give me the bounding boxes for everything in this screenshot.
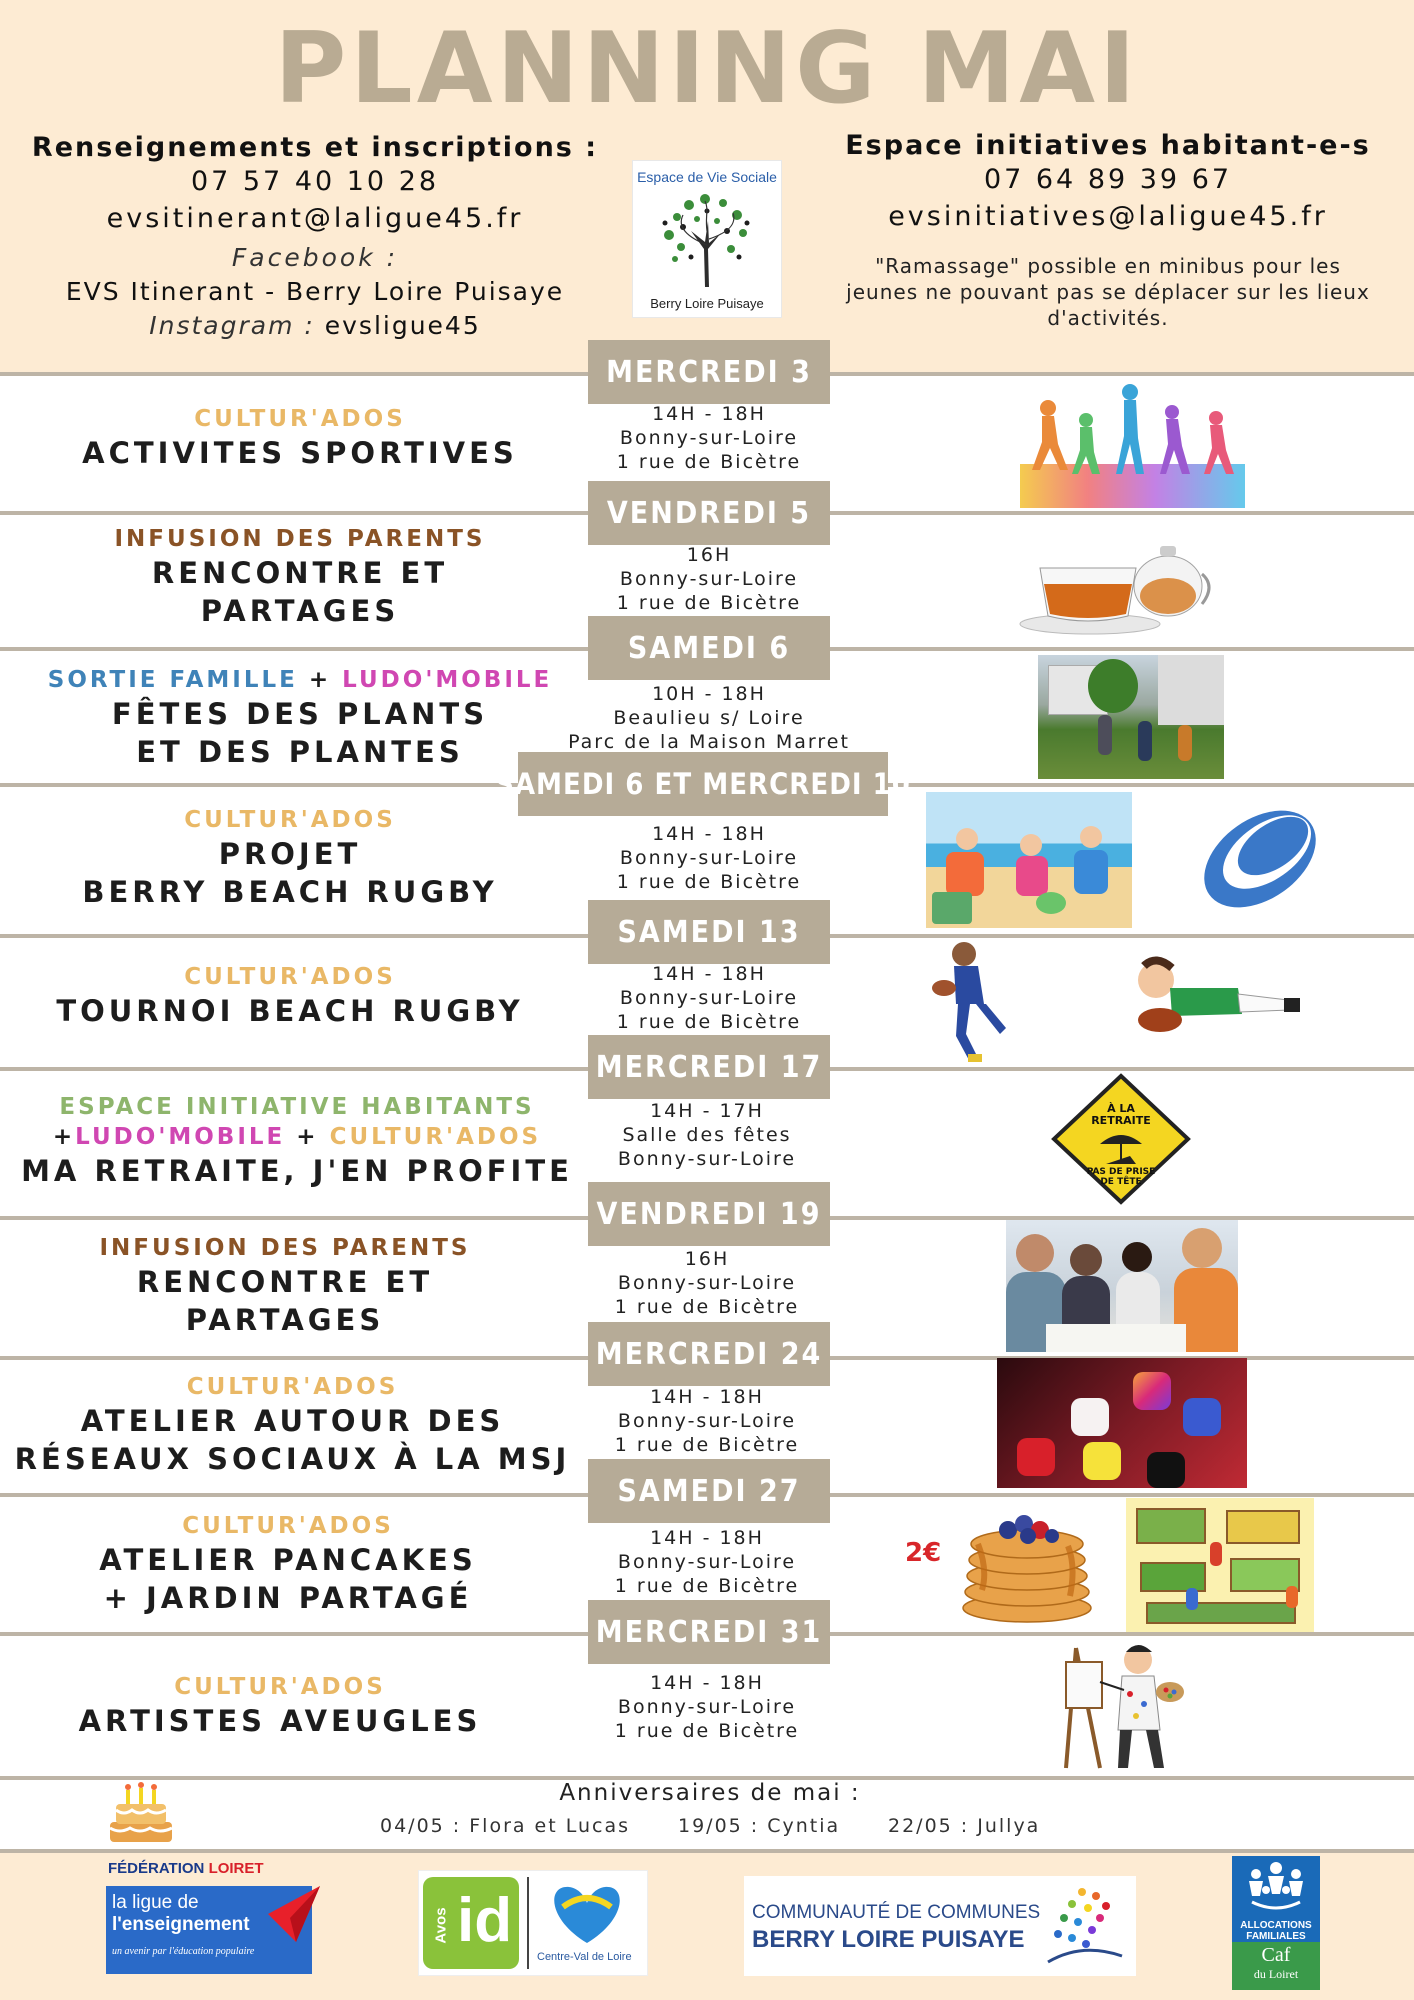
activity-tag: LUDO'MOBILE — [75, 1124, 286, 1150]
region-name: Centre-Val de Loire — [537, 1951, 632, 1963]
birthdays-title: Anniversaires de mai : — [559, 1780, 861, 1806]
activity-name: PROJET — [218, 837, 362, 871]
ligue-enseignement-logo — [106, 1860, 322, 1980]
rugby-player-boy-image — [1120, 954, 1304, 1056]
region-heart-icon — [537, 1879, 637, 1949]
activity-title — [0, 805, 580, 911]
social-media-phone-photo — [997, 1358, 1247, 1488]
page-title: PLANNING MAI — [274, 12, 1140, 126]
activity-name: BERRY BEACH RUGBY — [82, 875, 498, 909]
instagram-label: Instagram : — [149, 311, 315, 340]
contact-right-email[interactable]: evsinitiatives@laligue45.fr — [888, 201, 1328, 232]
event-time: 14H - 18H — [652, 823, 766, 845]
paper-plane-icon — [266, 1884, 322, 1944]
event-address: 1 rue de Bicètre — [614, 1296, 800, 1318]
ligue-top-loiret: LOIRET — [208, 1860, 264, 1877]
activity-tag: CULTUR'ADOS — [182, 1513, 394, 1539]
activity-tag: CULTUR'ADOS — [184, 807, 396, 833]
beach-cleanup-image — [926, 792, 1132, 928]
friends-dinner-photo — [1006, 1220, 1238, 1352]
event-info — [549, 682, 869, 754]
event-place: Salle des fêtes — [622, 1124, 792, 1146]
avosid-text-b: id — [457, 1886, 513, 1955]
activity-title — [0, 1672, 560, 1740]
event-time: 14H - 17H — [650, 1100, 764, 1122]
contact-left-phone[interactable]: 07 57 40 10 28 — [190, 166, 440, 197]
activity-name: ET DES PLANTES — [136, 735, 464, 769]
date-tab: VENDREDI 5 — [588, 481, 830, 545]
event-time: 16H — [686, 544, 732, 566]
activity-name: ACTIVITES SPORTIVES — [82, 436, 518, 470]
sports-silhouettes-image — [1020, 382, 1245, 508]
activity-tag: CULTUR'ADOS — [194, 406, 406, 432]
retirement-sign-icon — [1050, 1072, 1192, 1206]
activity-title — [0, 1233, 570, 1339]
activity-title: SORTIE FAMILLE + LUDO'MOBILE FÊTES DES PLANTS ET DES PLANTES — [0, 665, 600, 771]
event-info — [577, 1385, 837, 1457]
event-place: Beaulieu s/ Loire — [613, 707, 805, 729]
activity-title — [0, 404, 600, 472]
event-time: 14H - 18H — [650, 1527, 764, 1549]
date-tab: MERCREDI 31 — [588, 1600, 830, 1664]
activity-tag: ESPACE INITIATIVE HABITANTS — [59, 1094, 535, 1120]
date-tab: MERCREDI 17 — [588, 1035, 830, 1099]
sign-text: PAS DE PRISE — [1086, 1167, 1156, 1177]
event-time: 14H - 18H — [650, 1386, 764, 1408]
sign-text: DE TÊTE — [1100, 1177, 1142, 1187]
evs-logo-line2: Berry Loire Puisaye — [650, 296, 764, 311]
family-figures-icon — [1232, 1856, 1320, 1916]
activity-name: PARTAGES — [200, 594, 400, 628]
contact-left-email[interactable]: evsitinerant@laligue45.fr — [106, 203, 524, 234]
date-tab: SAMEDI 6 ET MERCREDI 10 — [518, 752, 888, 816]
activity-tag: CULTUR'ADOS — [184, 964, 396, 990]
date-tab: SAMEDI 13 — [588, 900, 830, 964]
date-tab: SAMEDI 6 — [588, 616, 830, 680]
caf-line3: Caf — [1261, 1944, 1291, 1966]
event-info — [577, 1526, 837, 1598]
event-address: 1 rue de Bicètre — [616, 451, 802, 473]
caf-line1: ALLOCATIONS — [1240, 1920, 1312, 1931]
event-address: 1 rue de Bicètre — [616, 1011, 802, 1033]
contact-right-phone[interactable]: 07 64 89 39 67 — [983, 164, 1233, 195]
birthdays-section — [300, 1780, 1120, 1806]
event-place: Bonny-sur-Loire — [619, 427, 799, 449]
birthday-item: 19/05 : Cyntia — [678, 1815, 841, 1837]
painter-artist-image — [1060, 1638, 1190, 1772]
event-place: Bonny-sur-Loire — [617, 1696, 797, 1718]
cc-line2: BERRY LOIRE PUISAYE — [752, 1926, 1025, 1953]
event-place: Bonny-sur-Loire — [617, 1551, 797, 1573]
communaute-communes-logo — [744, 1876, 1136, 1976]
birthday-item: 22/05 : Jullya — [888, 1815, 1041, 1837]
activity-name: ATELIER AUTOUR DES — [80, 1404, 505, 1438]
event-place: Bonny-sur-Loire — [619, 987, 799, 1009]
facebook-label: Facebook : — [231, 243, 399, 272]
rugby-player-woman-image — [926, 938, 1026, 1064]
activity-name: ARTISTES AVEUGLES — [78, 1704, 482, 1738]
activity-tag: CULTUR'ADOS — [329, 1124, 542, 1150]
activity-name: ATELIER PANCAKES — [99, 1543, 477, 1577]
ligue-slogan: un avenir par l'éducation populaire — [112, 1946, 255, 1957]
avosid-text-a: Avos — [432, 1907, 450, 1944]
evs-logo — [632, 160, 782, 318]
activity-name: PARTAGES — [185, 1303, 385, 1337]
event-info — [577, 1671, 837, 1743]
minibus-note: "Ramassage" possible en minibus pour les jeunes ne pouvant pas se déplacer sur les lieux d'activités. — [846, 254, 1370, 330]
event-address: 1 rue de Bicètre — [614, 1434, 800, 1456]
ligue-line1: la ligue de — [112, 1892, 199, 1913]
caf-line2: FAMILIALES — [1246, 1931, 1306, 1942]
contact-left-heading: Renseignements et inscriptions : — [31, 132, 599, 163]
ligue-top-text: FÉDÉRATION — [108, 1860, 209, 1877]
date-tab: MERCREDI 3 — [588, 340, 830, 404]
date-tab: SAMEDI 27 — [588, 1459, 830, 1523]
contact-right-heading: Espace initiatives habitant-e-s — [845, 130, 1371, 161]
contact-right — [808, 130, 1408, 331]
caf-logo — [1232, 1856, 1320, 1990]
event-place: Bonny-sur-Loire — [619, 568, 799, 590]
birthday-item: 04/05 : Flora et Lucas — [380, 1815, 631, 1837]
event-address: Bonny-sur-Loire — [617, 1148, 797, 1170]
shared-garden-image — [1126, 1498, 1314, 1632]
divider — [0, 1849, 1414, 1853]
event-info — [579, 543, 839, 615]
activity-name: TOURNOI BEACH RUGBY — [56, 994, 524, 1028]
activity-tag: INFUSION DES PARENTS — [99, 1235, 471, 1261]
rugby-ball-icon — [1195, 796, 1325, 922]
event-place: Bonny-sur-Loire — [617, 1410, 797, 1432]
event-info — [579, 822, 839, 894]
plant-fair-photo — [1038, 655, 1224, 779]
dots-swirl-icon — [1042, 1882, 1132, 1972]
activity-name: RENCONTRE ET — [136, 1265, 434, 1299]
event-place: Bonny-sur-Loire — [619, 847, 799, 869]
instagram-value[interactable]: evsligue45 — [324, 311, 481, 340]
activity-title — [0, 1511, 576, 1617]
teapot-image — [1018, 520, 1214, 638]
activity-title — [0, 962, 580, 1030]
event-info — [579, 402, 839, 474]
sign-text: À LA — [1107, 1102, 1135, 1115]
activity-name: FÊTES DES PLANTS — [111, 697, 489, 731]
activity-name: + JARDIN PARTAGÉ — [103, 1581, 473, 1615]
event-info — [579, 962, 839, 1034]
activity-name: RÉSEAUX SOCIAUX À LA MSJ — [14, 1442, 571, 1476]
activity-name: RENCONTRE ET — [151, 556, 449, 590]
activity-title — [0, 1372, 585, 1478]
activity-tag: CULTUR'ADOS — [186, 1374, 399, 1400]
tree-icon — [647, 187, 767, 292]
activity-tag: INFUSION DES PARENTS — [114, 526, 486, 552]
avos-id-logo — [418, 1870, 648, 1976]
date-tab: MERCREDI 24 — [588, 1322, 830, 1386]
facebook-value[interactable]: EVS Itinerant - Berry Loire Puisaye — [65, 277, 565, 306]
birthday-cake-icon — [104, 1780, 178, 1846]
event-address: Parc de la Maison Marret — [568, 731, 850, 753]
event-time: 14H - 18H — [652, 963, 766, 985]
event-address: 1 rue de Bicètre — [614, 1575, 800, 1597]
ligue-line2: l'enseignement — [112, 1914, 250, 1935]
event-time: 14H - 18H — [652, 403, 766, 425]
cc-line1: COMMUNAUTÉ DE COMMUNES — [752, 1902, 1041, 1923]
activity-tag: LUDO'MOBILE — [342, 667, 553, 693]
event-time: 10H - 18H — [652, 683, 766, 705]
sign-text: RETRAITE — [1091, 1114, 1151, 1127]
activity-name: MA RETRAITE, J'EN PROFITE — [21, 1154, 573, 1188]
event-place: Bonny-sur-Loire — [617, 1272, 797, 1294]
caf-line4: du Loiret — [1253, 1967, 1299, 1981]
event-address: 1 rue de Bicètre — [614, 1720, 800, 1742]
event-address: 1 rue de Bicètre — [616, 592, 802, 614]
event-info — [577, 1099, 837, 1171]
date-tab: VENDREDI 19 — [588, 1182, 830, 1246]
activity-title: ESPACE INITIATIVE HABITANTS +LUDO'MOBILE + CULTUR'ADOS MA RETRAITE, J'EN PROFITE — [0, 1092, 594, 1190]
price-label: 2€ — [905, 1538, 942, 1568]
event-time: 14H - 18H — [650, 1672, 764, 1694]
contact-left — [10, 132, 620, 343]
pancakes-image — [958, 1500, 1096, 1628]
evs-logo-line1: Espace de Vie Sociale — [637, 169, 777, 185]
activity-tag: CULTUR'ADOS — [174, 1674, 386, 1700]
event-address: 1 rue de Bicètre — [616, 871, 802, 893]
activity-tag: SORTIE FAMILLE — [47, 667, 298, 693]
event-info — [577, 1247, 837, 1319]
activity-title — [0, 524, 600, 630]
event-time: 16H — [684, 1248, 730, 1270]
